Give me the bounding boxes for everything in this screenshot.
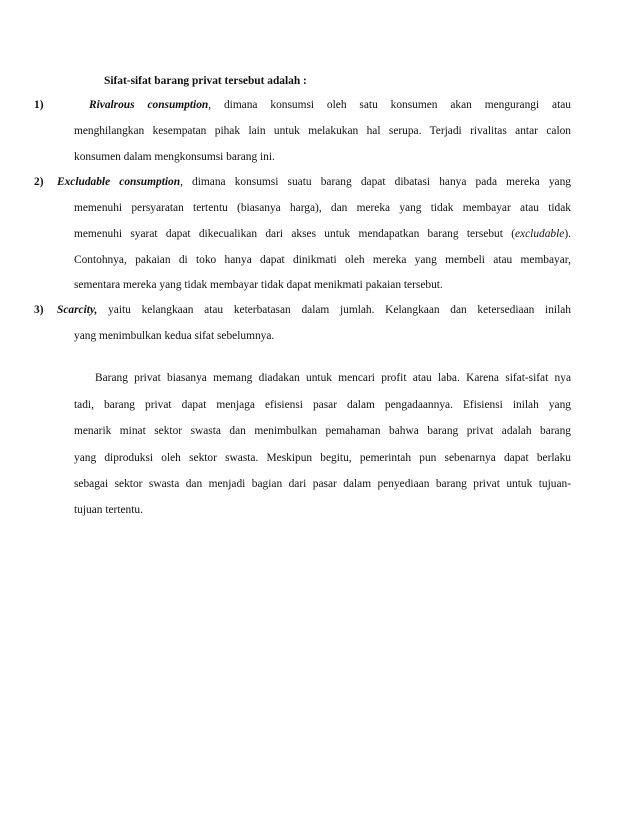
heading-private-goods: Sifat-sifat barang privat tersebut adalah :	[104, 75, 307, 87]
item-3-line-2: yang menimbulkan kedua sifat sebelumnya.	[74, 330, 275, 342]
item-2-line-5: sementara mereka yang tidak membayar tidak dapat menikmati pakaian tersebut.	[74, 279, 443, 291]
paragraph-line-3: menarik minat sektor swasta dan menimbulkan pemahaman bahwa barang privat adalah barang	[74, 425, 571, 437]
paragraph-line-5: sebagai sektor swasta dan menjadi bagian dari pasar dalam penyediaan barang privat untuk tujuan-	[74, 478, 571, 490]
paragraph-line-2: tadi, barang privat dapat menjaga efisiensi pasar dalam pengadaannya. Efisiensi inilah yang	[74, 399, 571, 411]
item-3-text-1: yaitu kelangkaan atau keterbatasan dalam jumlah. Kelangkaan dan ketersediaan inilah	[97, 304, 571, 316]
item-3-line-1	[57, 303, 571, 317]
item-2-text-3: memenuhi syarat dapat dikecualikan dari akses untuk mendapatkan barang tersebut (	[74, 228, 515, 240]
item-1-line-3: konsumen dalam mengkonsumsi barang ini.	[74, 151, 275, 163]
paragraph-line-6: tujuan tertentu.	[74, 504, 143, 516]
item-2-line-3	[74, 227, 571, 241]
item-2-line-2: memenuhi persyaratan tertentu (biasanya harga), dan mereka yang tidak membayar atau tidak	[74, 202, 571, 214]
item-3-number: 3)	[34, 304, 44, 316]
item-2-term: Excludable consumption	[57, 176, 181, 188]
paragraph-line-1: Barang privat biasanya memang diadakan untuk mencari profit atau laba. Karena sifat-sifat nya	[95, 372, 571, 384]
item-1-term: Rivalrous consumption	[89, 99, 209, 111]
item-1-line-2: menghilangkan kesempatan pihak lain untuk melakukan hal serupa. Terjadi rivalitas antar calon	[74, 125, 571, 137]
item-2-after-italic: ).	[564, 228, 571, 240]
paragraph-line-4: yang diproduksi oleh sektor swasta. Meskipun begitu, pemerintah pun sebenarnya dapat berlaku	[74, 452, 571, 464]
item-2-line-4: Contohnya, pakaian di toko hanya dapat dinikmati oleh mereka yang membeli atau membayar,	[74, 254, 571, 266]
item-2-line-1	[57, 175, 571, 189]
item-2-number: 2)	[34, 176, 44, 188]
item-3-term: Scarcity,	[57, 304, 98, 316]
item-2-text-1: , dimana konsumsi suatu barang dapat dibatasi hanya pada mereka yang	[180, 176, 571, 188]
item-1-line-1	[89, 98, 571, 112]
excludable-word: excludable	[515, 228, 565, 240]
item-1-text-1: , dimana konsumsi oleh satu konsumen akan mengurangi atau	[208, 99, 571, 111]
item-1-number: 1)	[34, 99, 44, 111]
